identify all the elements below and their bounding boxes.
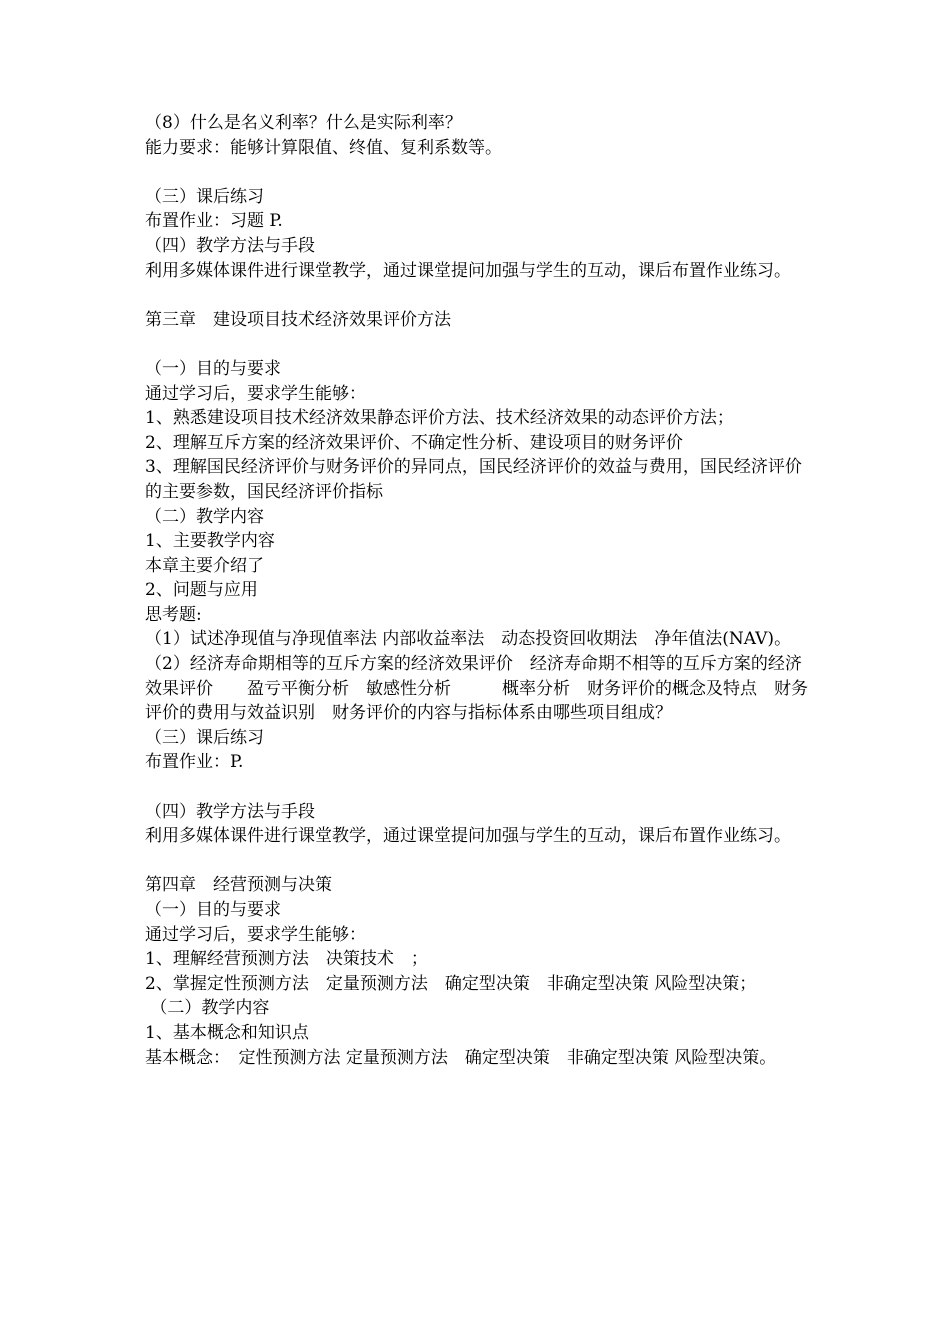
text-line: 布置作业：习题 P. (145, 211, 283, 232)
text-line: 1、主要教学内容 (145, 531, 275, 552)
text-line: 2、问题与应用 (145, 580, 258, 601)
list-item: 3、理解国民经济评价与财务评价的异同点，国民经济评价的效益与费用，国民经济评价的主要参数，国民经济评价指标 (145, 457, 802, 502)
section-heading: （三）课后练习 (145, 727, 264, 748)
question-item: （2）经济寿命期相等的互斥方案的经济效果评价 经济寿命期不相等的互斥方案的经济效果评价 盈亏平衡分析 敏感性分析 概率分析 财务评价的概念及特点 财务评价的费用与效益识别 财务评价的内容与指标体系由哪些项目组成？ (145, 654, 808, 724)
text-line: 基本概念： 定性预测方法 定量预测方法 确定型决策 非确定型决策 风险型决策。 (145, 1047, 777, 1068)
blank-line (145, 283, 810, 308)
blank-line (145, 332, 810, 357)
list-item: 1、熟悉建设项目技术经济效果静态评价方法、技术经济效果的动态评价方法； (145, 408, 734, 429)
chapter-title: 第三章 建设项目技术经济效果评价方法 (145, 309, 451, 330)
text-line: 本章主要介绍了 (145, 555, 264, 576)
text-line: 1、基本概念和知识点 (145, 1022, 309, 1043)
section-heading: （一）目的与要求 (145, 900, 281, 920)
section-heading: （四）教学方法与手段 (145, 801, 315, 822)
list-item: 2、掌握定性预测方法 定量预测方法 确定型决策 非确定型决策 风险型决策； (145, 973, 757, 994)
blank-line (145, 160, 810, 185)
blank-line (145, 849, 810, 874)
list-item: 1、理解经营预测方法 决策技术 ； (145, 949, 428, 970)
text-line: 利用多媒体课件进行课堂教学，通过课堂提问加强与学生的互动，课后布置作业练习。 (145, 826, 791, 847)
text-line: 布置作业：P. (145, 752, 244, 773)
section-heading: （二）教学内容 (145, 506, 264, 527)
blank-line (145, 775, 810, 800)
section-heading: （四）教学方法与手段 (145, 235, 315, 256)
text-line: （8）什么是名义利率？什么是实际利率？ (145, 113, 462, 133)
section-heading: （二）教学内容 (145, 998, 270, 1019)
section-heading: （三）课后练习 (145, 186, 264, 207)
text-line: 通过学习后，要求学生能够： (145, 924, 366, 945)
question-item: （1）试述净现值与净现值率法 内部收益率法 动态投资回收期法 净年值法(NAV)。 (145, 629, 792, 650)
text-line: 能力要求：能够计算限值、终值、复利系数等。 (145, 137, 502, 158)
text-line: 通过学习后，要求学生能够： (145, 383, 366, 404)
document-body (145, 111, 810, 1070)
text-line: 利用多媒体课件进行课堂教学，通过课堂提问加强与学生的互动，课后布置作业练习。 (145, 260, 791, 281)
text-line: 思考题: (145, 604, 202, 625)
section-heading: （一）目的与要求 (145, 358, 281, 379)
list-item: 2、理解互斥方案的经济效果评价、不确定性分析、建设项目的财务评价 (145, 432, 683, 453)
chapter-title: 第四章 经营预测与决策 (145, 875, 332, 896)
